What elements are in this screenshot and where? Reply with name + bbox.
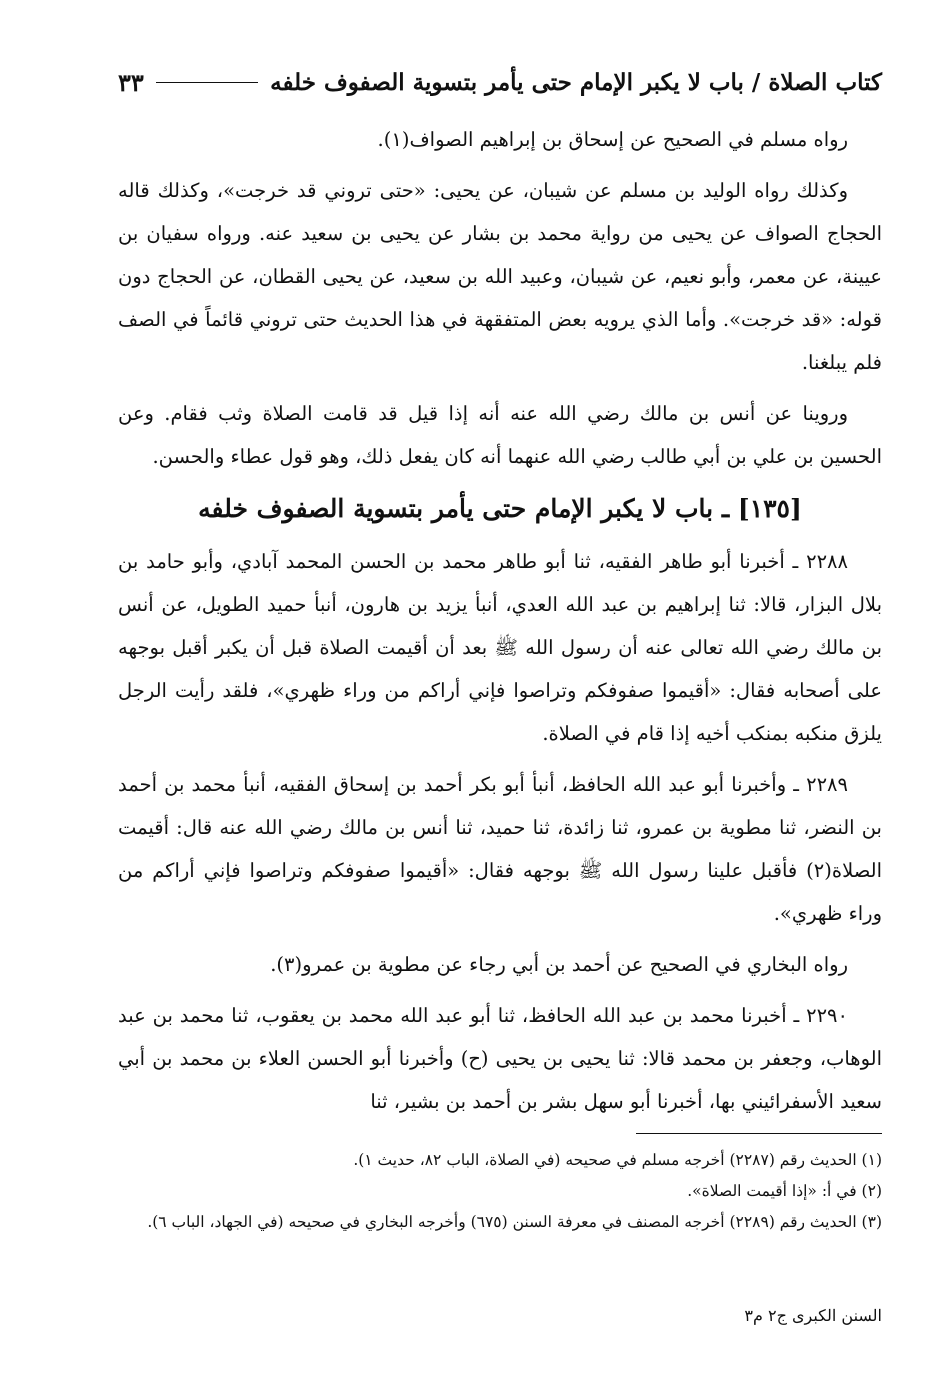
page-footer: السنن الكبرى ج٢ م٣ — [744, 1306, 882, 1325]
footnote: (١) الحديث رقم (٢٢٨٧) أخرجه مسلم في صحيحه (في الصلاة، الباب ٨٢، حديث ١). — [353, 1151, 882, 1169]
paragraph: وكذلك رواه الوليد بن مسلم عن شيبان، عن يحيى: «حتى تروني قد خرجت»، وكذلك قاله الحجاج الصواف عن يحيى من رواية محمد بن بشار عن يحيى بن سعيد عنه. ورواه سفيان بن عيينة، عن معمر، وأبو نعيم، عن شيبان، وعبيد الله بن سعيد، عن يحيى القطان، عن الحجاج دون قوله: «قد خرجت». وأما الذي يرويه بعض المتفقهة في هذا الحديث حتى تروني قائماً في الصف فلم يبلغنا. — [118, 179, 882, 374]
hadith-paragraph: ٢٢٨٨ ـ أخبرنا أبو طاهر الفقيه، ثنا أبو طاهر محمد بن الحسن المحمد آبادي، وأبو حامد بن بلال البزار، قالا: ثنا إبراهيم بن عبد الله العدي، أنبأ يزيد بن هارون، أنبأ حميد الطويل، عن أنس بن مالك رضي الله تعالى عنه أن رسول الله ﷺ بعد أن أقيمت الصلاة قبل أن يكبر أقبل بوجهه على أصحابه فقال: «أقيموا صفوفكم وتراصوا فإني أراكم من وراء ظهري»، فلقد رأيت الرجل يلزق منكبه بمنكب أخيه إذا قام في الصلاة. — [118, 550, 882, 745]
footnote: (٢) في أ: «إذا أقيمت الصلاة». — [687, 1182, 882, 1200]
footnote: (٣) الحديث رقم (٢٢٨٩) أخرجه المصنف في معرفة السنن (٦٧٥) وأخرجه البخاري في صحيحه (في الجهاد، الباب ٦). — [147, 1213, 882, 1231]
chapter-title: [١٣٥] ـ باب لا يكبر الإمام حتى يأمر بتسوية الصفوف خلفه — [198, 494, 802, 523]
footnotes — [118, 1146, 882, 1239]
footnote-divider — [636, 1133, 882, 1134]
header-rule — [156, 82, 258, 83]
paragraph: وروينا عن أنس بن مالك رضي الله عنه أنه إذا قيل قد قامت الصلاة وثب فقام. وعن الحسين بن علي بن أبي طالب رضي الله عنهما أنه كان يفعل ذلك، وهو قول عطاء والحسن. — [118, 402, 882, 468]
hadith-paragraph: ٢٢٨٩ ـ وأخبرنا أبو عبد الله الحافظ، أنبأ أبو بكر أحمد بن إسحاق الفقيه، أنبأ محمد بن أحمد بن النضر، ثنا مطوية بن عمرو، ثنا زائدة، ثنا حميد، ثنا أنس بن مالك رضي الله عنه قال: أقيمت الصلاة(٢) فأقبل علينا رسول الله ﷺ بوجهه فقال: «أقيموا صفوفكم وتراصوا فإني أراكم من وراء ظهري». — [118, 773, 882, 925]
running-header — [118, 62, 882, 102]
hadith-paragraph: ٢٢٩٠ ـ أخبرنا محمد بن عبد الله الحافظ، ثنا أبو عبد الله محمد بن يعقوب، ثنا محمد بن عبد الوهاب، وجعفر بن محمد قالا: ثنا يحيى بن يحيى (ح) وأخبرنا أبو الحسن العلاء بن محمد بن أبي سعيد الأسفرائيني بها، أخبرنا أبو سهل بشر بن أحمد بن بشير، ثنا — [118, 1004, 882, 1113]
main-text — [118, 118, 882, 1131]
paragraph: رواه البخاري في الصحيح عن أحمد بن أبي رجاء عن مطوية بن عمرو(٣). — [270, 953, 848, 976]
header-title: كتاب الصلاة / باب لا يكبر الإمام حتى يأمر بتسوية الصفوف خلفه — [270, 68, 882, 96]
page-number: ٣٣ — [118, 67, 144, 97]
paragraph: رواه مسلم في الصحيح عن إسحاق بن إبراهيم الصواف(١). — [377, 128, 848, 151]
